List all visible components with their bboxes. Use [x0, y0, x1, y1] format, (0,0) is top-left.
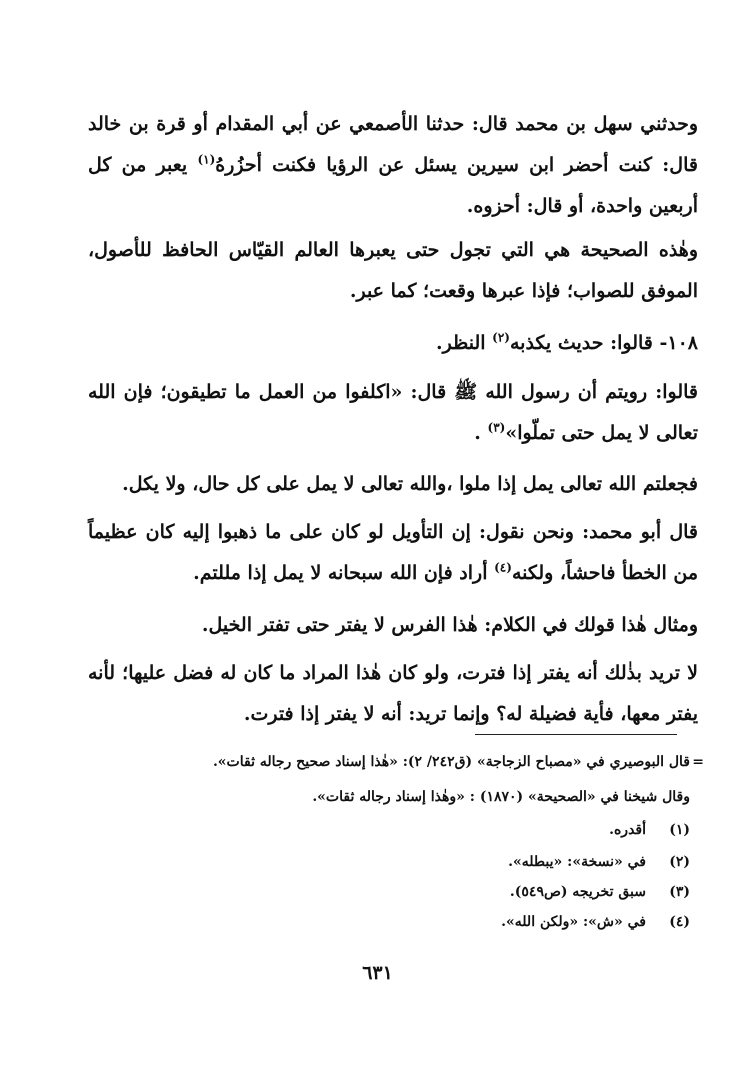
footnote-continuation-1-text: قال البوصيري في «مصباح الزجاجة» (ق٢٤٢/ ٢): «هٰذا إسناد صحيح رجاله ثقات». [212, 754, 690, 770]
footnote-text: في «نسخة»: «يبطله». [508, 854, 646, 870]
paragraph-4 [88, 372, 698, 454]
footnote-continuation-2 [130, 787, 690, 807]
paragraph-1-text: وحدثني سهل بن محمد قال: حدثنا الأصمعي عن أبي المقدام أو قرة بن خالد قال: كنت أحضر ابن سيرين يسئل عن الرؤيا فكنت أحزُرهُ [88, 113, 698, 176]
paragraph-3-text: ١٠٨- قالوا: حديث يكذبه [509, 332, 698, 354]
paragraph-1 [88, 104, 698, 227]
footnote-2 [130, 852, 690, 872]
footnote-4 [130, 912, 690, 932]
speaker-name: قال أبو محمد: [582, 521, 698, 543]
paragraph-4-text: قالوا: رويتم أن رسول الله ﷺ قال: «اكلفوا من العمل ما تطيقون؛ فإن الله تعالى لا يمل حتى تملّوا» [88, 381, 698, 444]
paragraph-1-end: يعبر من كل أربعين واحدة، أو قال: أحزوه. [88, 154, 698, 217]
paragraph-4-end: . [474, 422, 488, 444]
paragraph-5 [88, 464, 698, 505]
footnote-ref-4[interactable]: (٤) [494, 560, 512, 575]
paragraph-7 [88, 605, 698, 646]
paragraph-8 [88, 653, 698, 735]
paragraph-3-heading [88, 323, 698, 364]
paragraph-6-end: أراد فإن الله سبحانه لا يمل إذا مللتم. [193, 562, 495, 584]
continuation-marker: = [692, 754, 704, 770]
footnote-number: (٤) [669, 914, 690, 930]
paragraph-8-text: لا تريد بذٰلك أنه يفتر إذا فترت، ولو كان هٰذا المراد ما كان له فضل عليها؛ لأنه يفتر معها، فأية فضيلة له؟ وإنما تريد: أنه لا يفتر إذا فترت. [88, 662, 698, 725]
footnote-number: (١) [669, 822, 690, 838]
footnote-separator [475, 734, 677, 735]
footnote-ref-3[interactable]: (٣) [487, 420, 506, 435]
footnote-text: سبق تخريجه (ص٥٤٩). [509, 884, 646, 900]
footnote-1 [130, 820, 690, 840]
footnote-3 [130, 882, 690, 902]
paragraph-2 [88, 230, 698, 312]
footnote-continuation-1 [100, 752, 704, 772]
footnote-ref-2[interactable]: (٢) [492, 330, 510, 345]
paragraph-6 [88, 512, 698, 594]
paragraph-3-end: النظر. [436, 332, 493, 354]
footnote-text: أقدره. [609, 822, 646, 838]
paragraph-7-text: ومثال هٰذا قولك في الكلام: هٰذا الفرس لا يفتر حتى تفتر الخيل. [201, 614, 698, 636]
paragraph-5-text: فجعلتم الله تعالى يمل إذا ملوا ،والله تعالى لا يمل على كل حال، ولا يكل. [122, 473, 698, 495]
footnote-continuation-2-text: وقال شيخنا في «الصحيحة» (١٨٧٠) : «وهٰذا إسناد رجاله ثقات». [312, 789, 690, 805]
page-number: ٦٣١ [362, 962, 393, 984]
footnote-number: (٢) [669, 854, 690, 870]
paragraph-6-text: ونحن نقول: إن التأويل لو كان على ما ذهبوا إليه كان عظيماً من الخطأ فاحشاً، ولكنه [88, 521, 698, 584]
footnote-number: (٣) [669, 884, 690, 900]
paragraph-2-text: وهٰذه الصحيحة هي التي تجول حتى يعبرها العالم القيّاس الحافظ للأصول، الموفق للصواب؛ فإذا عبرها وقعت؛ كما عبر. [88, 239, 698, 302]
footnote-text: في «ش»: «ولكن الله». [501, 914, 646, 930]
footnote-ref-1[interactable]: (١) [197, 152, 216, 167]
